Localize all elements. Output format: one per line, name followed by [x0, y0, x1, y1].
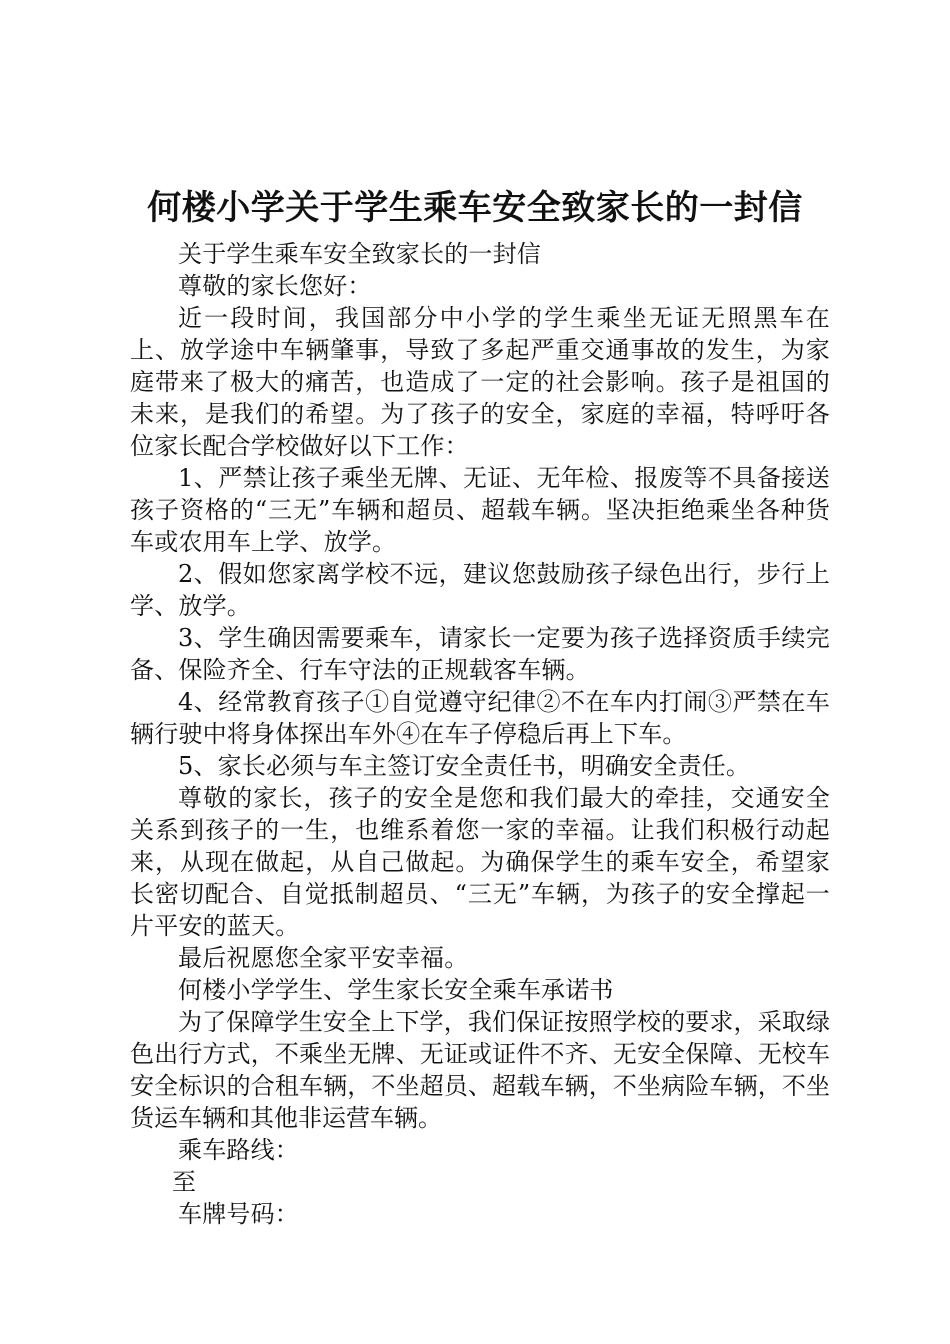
closing-wish: 最后祝愿您全家平安幸福。 [178, 944, 469, 972]
item-3-paragraph: 3、学生确因需要乘车，请家长一定要为孩子选择资质手续完备、保险齐全、行车守法的正规载客车辆。 [130, 624, 830, 684]
item-2-paragraph: 2、假如您家离学校不远，建议您鼓励孩子绿色出行，步行上学、放学。 [130, 560, 830, 620]
item-5-paragraph: 5、家长必须与车主签订安全责任书，明确安全责任。 [178, 752, 751, 780]
letter-subtitle: 关于学生乘车安全致家长的一封信 [178, 240, 541, 268]
document-body [130, 238, 830, 1230]
intro-paragraph: 近一段时间，我国部分中小学的学生乘坐无证无照黑车在上、放学途中车辆肇事，导致了多起严重交通事故的发生，为家庭带来了极大的痛苦，也造成了一定的社会影响。孩子是祖国的未来，是我们的希望。为了孩子的安全，家庭的幸福，特呼吁各位家长配合学校做好以下工作： [130, 304, 830, 460]
pledge-paragraph: 为了保障学生安全上下学，我们保证按照学校的要求，采取绿色出行方式，不乘坐无牌、无证或证件不齐、无安全保障、无校车安全标识的合租车辆，不坐超员、超载车辆，不坐病险车辆，不坐货运车辆和其他非运营车辆。 [130, 1008, 830, 1132]
salutation: 尊敬的家长您好： [178, 272, 372, 300]
document-title: 何楼小学关于学生乘车安全致家长的一封信 [147, 188, 803, 228]
route-label: 乘车路线： [178, 1136, 299, 1164]
item-1-paragraph: 1、严禁让孩子乘坐无牌、无证、无年检、报废等不具备接送孩子资格的“三无”车辆和超员、超载车辆。坚决拒绝乘坐各种货车或农用车上学、放学。 [130, 464, 830, 556]
pledge-title: 何楼小学学生、学生家长安全乘车承诺书 [178, 976, 614, 1004]
item-4-paragraph: 4、经常教育孩子①自觉遵守纪律②不在车内打闹③严禁在车辆行驶中将身体探出车外④在车子停稳后再上下车。 [130, 688, 830, 748]
plate-number-label: 车牌号码： [178, 1200, 299, 1228]
appeal-paragraph: 尊敬的家长，孩子的安全是您和我们最大的牵挂，交通安全关系到孩子的一生，也维系着您一家的幸福。让我们积极行动起来，从现在做起，从自己做起。为确保学生的乘车安全，希望家长密切配合、自觉抵制超员、“三无”车辆，为孩子的安全撑起一片平安的蓝天。 [130, 784, 830, 940]
route-to-label: 至 [172, 1168, 197, 1196]
